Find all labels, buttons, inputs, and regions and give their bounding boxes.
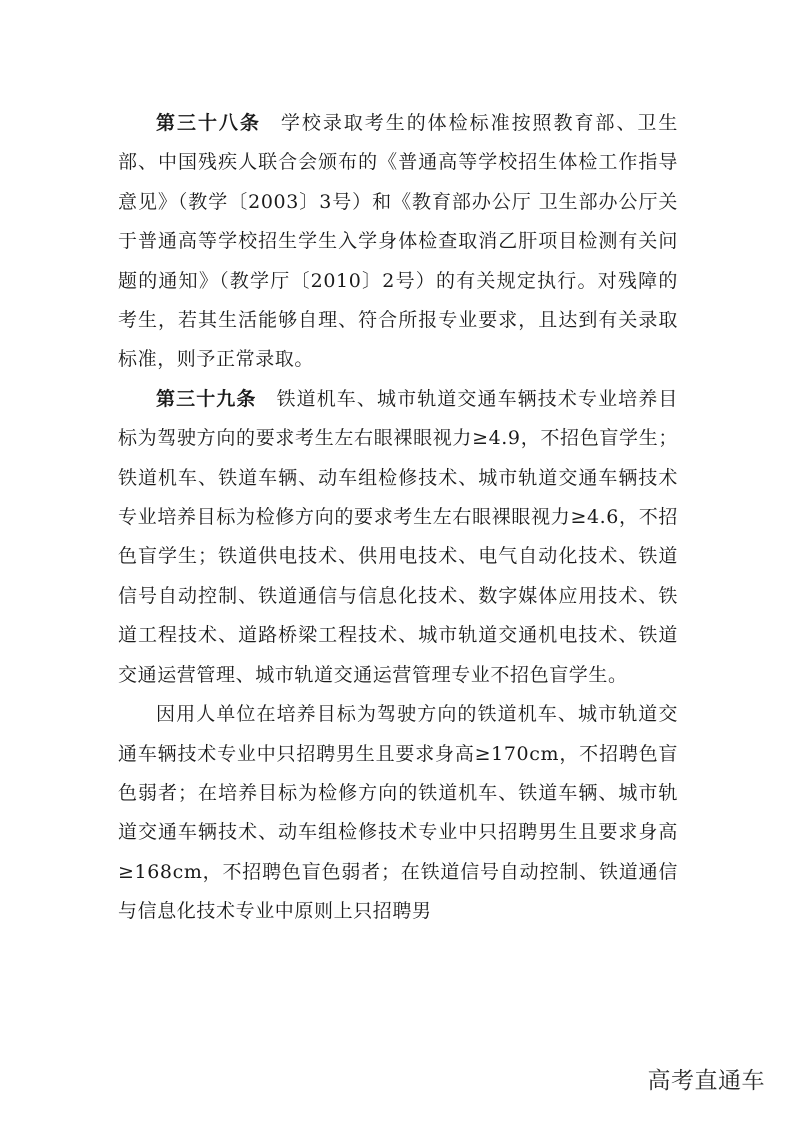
article-39-number: 第三十九条 <box>156 387 257 410</box>
article-39-paragraph <box>118 380 678 695</box>
body-text <box>118 104 678 932</box>
article-39-text: 铁道机车、城市轨道交通车辆技术专业培养目标为驾驶方向的要求考生左右眼裸眼视力≥4.9，不招色盲学生；铁道机车、铁道车辆、动车组检修技术、城市轨道交通车辆技术专业培养目标为检修方向的要求考生左右眼裸眼视力≥4.6，不招色盲学生；铁道供电技术、供用电技术、电气自动化技术、铁道信号自动控制、铁道通信与信息化技术、数字媒体应用技术、铁道工程技术、道路桥梁工程技术、城市轨道交通机电技术、铁道交通运营管理、城市轨道交通运营管理专业不招色盲学生。 <box>118 387 678 686</box>
employer-requirements-text: 因用人单位在培养目标为驾驶方向的铁道机车、城市轨道交通车辆技术专业中只招聘男生且要求身高≥170cm，不招聘色盲色弱者；在培养目标为检修方向的铁道机车、铁道车辆、城市轨道交通车辆技术、动车组检修技术专业中只招聘男生且要求身高≥168cm，不招聘色盲色弱者；在铁道信号自动控制、铁道通信与信息化技术专业中原则上只招聘男 <box>118 703 678 923</box>
article-38-paragraph <box>118 104 678 380</box>
article-38-number: 第三十八条 <box>156 112 261 134</box>
source-watermark: 高考直通车 <box>647 1068 765 1094</box>
article-38-text: 学校录取考生的体检标准按照教育部、卫生部、中国残疾人联合会颁布的《普通高等学校招生体检工作指导意见》（教学〔2003〕3号）和《教育部办公厅 卫生部办公厅关于普通高等学校招生学生入学身体检查取消乙肝项目检测有关问题的通知》（教学厅〔2010〕2号）的有关规定执行。对残障的考生，若其生活能够自理、符合所报专业要求，且达到有关录取标准，则予正常录取。 <box>118 112 678 371</box>
employer-requirements-paragraph <box>118 695 678 931</box>
